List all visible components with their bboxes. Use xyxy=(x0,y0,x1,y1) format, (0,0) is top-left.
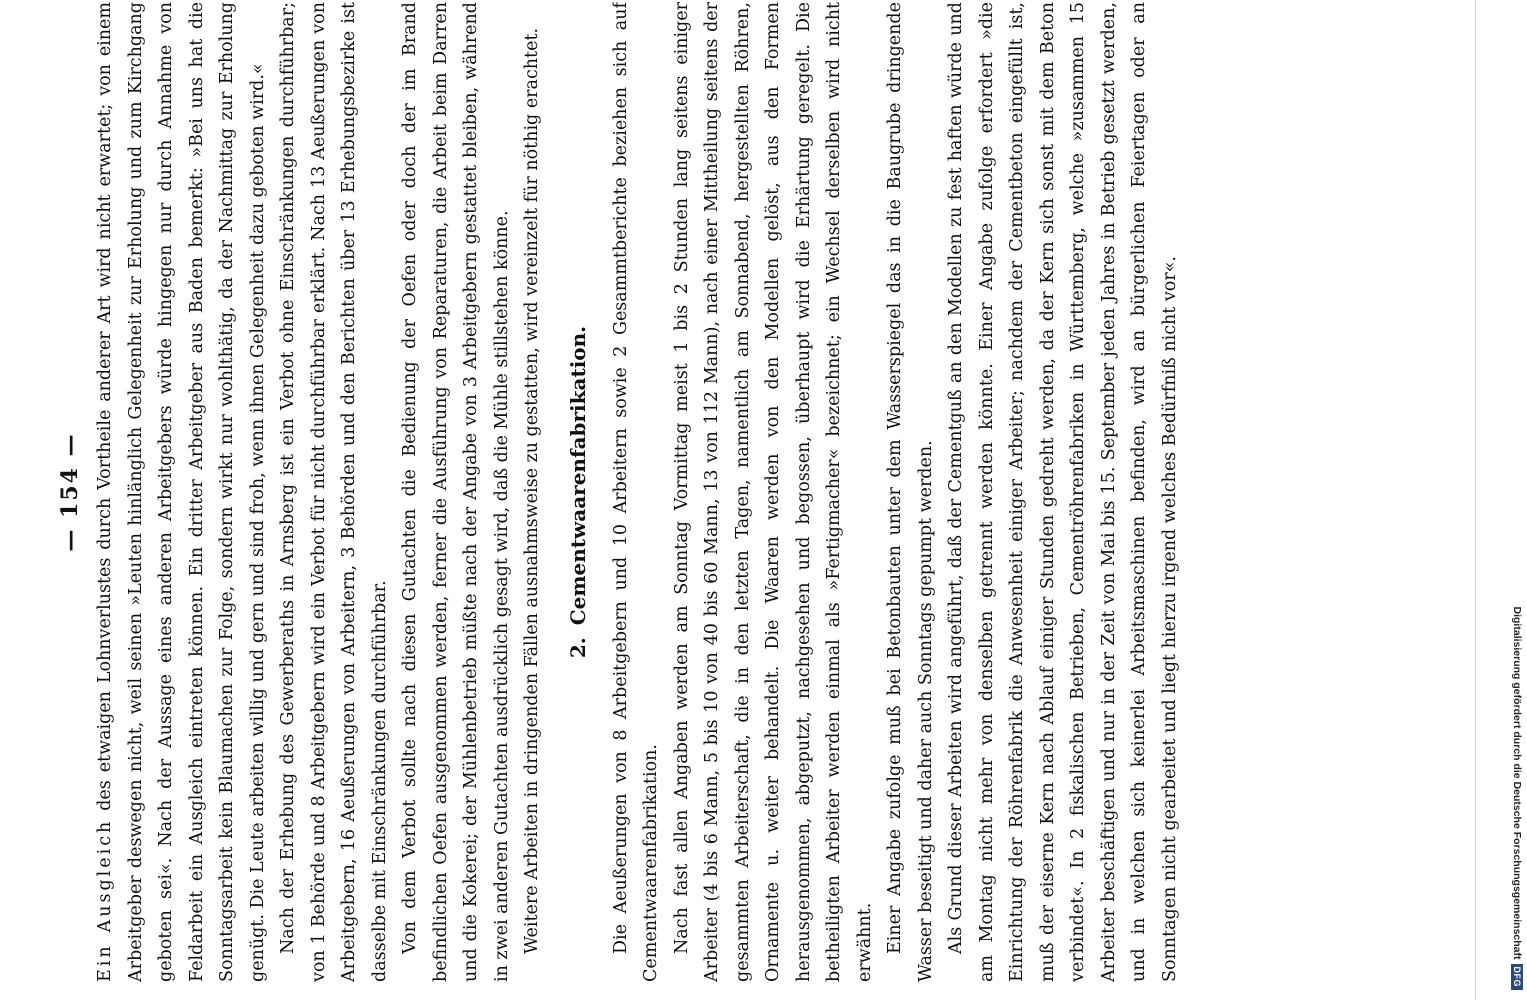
paragraph: Von dem Verbot sollte nach diesen Gutachten die Bedienung der Oefen oder doch der im Brand befindlichen Oefen ausgenommen werden, ferner die Ausführung von Reparaturen, die Arbeit beim Darren und die Kokerei; der Mühlenbetrieb müßte nach der Angabe von 3 Arbeitgebern gestattet bleiben, während in zwei anderen Gutachten ausdrücklich gesagt wird, daß die Mühle stillstehen könne. xyxy=(400,2,512,982)
attribution-inner xyxy=(1508,10,1526,990)
page-content-rotated xyxy=(50,2,1370,982)
section-number: 2. xyxy=(565,637,590,659)
paragraph: Einer Angabe zufolge muß bei Betonbauten unter dem Wasserspiegel das in die Baugrube dringende Wasser beseitigt und daher auch Sonntags gepumpt werden. xyxy=(885,2,936,982)
digitization-attribution xyxy=(1508,10,1526,990)
page-number: — 154 — xyxy=(57,432,83,552)
attribution-text: Digitalisierung gefördert durch die Deutsche Forschungsgemeinschaft xyxy=(1511,606,1523,960)
paragraph: Die Aeußerungen von 8 Arbeitgebern und 10 Arbeitern sowie 2 Gesammtberichte beziehen sich auf Cementwaarenfabrikation. xyxy=(610,2,661,982)
paragraph: Weitere Arbeiten in dringenden Fällen ausnahmsweise zu gestatten, wird vereinzelt für nöthig erachtet. xyxy=(522,27,542,954)
paragraphs-before-section xyxy=(90,2,548,982)
paragraph-lead-spaced: Ein Ausgleich xyxy=(95,818,115,982)
page-edge-divider xyxy=(1475,0,1476,1000)
section-heading xyxy=(560,2,596,982)
paragraph: Als Grund dieser Arbeiten wird angeführt, daß der Cementguß an den Modellen zu fest haften würde und am Montag nicht mehr von denselben getrennt werden könnte. Einer Angabe zufolge erfordert »die Einrichtung der Röhrenfabrik die Anwesenheit einiger Arbeiter; nachdem der Cementbeton eingefüllt ist, muß der eiserne Kern nach Ablauf einiger Stunden gedreht werden, da der Kern sich sonst mit dem Beton verbindet«. In 2 fiskalischen Betrieben, Cementröhrenfabriken in Württemberg, welche »zusammen 15 Arbeiter beschäftigen und nur in der Zeit von Mai bis 15. September jeden Jahres in Betrieb gesetzt werden, und in welchen sich keinerlei Arbeitsmaschinen befinden, wird an bürgerlichen Feiertagen oder an Sonntagen nicht gearbeitet und liegt hierzu irgend welches Bedürfniß nicht vor«. xyxy=(946,2,1180,982)
paragraph xyxy=(90,2,273,982)
section-title: Cementwaarenfabrikation. xyxy=(565,325,590,626)
dfg-logo-icon: DFG xyxy=(1511,964,1523,991)
paragraph: Nach der Erhebung des Gewerberaths in Arnsberg ist ein Verbot ohne Einschränkungen durchführbar; von 1 Behörde und 8 Arbeitgebern wird ein Verbot für nicht durchführbar erklärt. Nach 13 Aeußerungen von Arbeitgebern, 16 Aeußerungen von Arbeitern, 3 Behörden und den Berichten über 13 Erhebungsbezirke ist dasselbe mit Einschränkungen durchführbar. xyxy=(278,2,390,982)
paragraphs-after-section xyxy=(606,2,1186,982)
paragraph-text: des etwaigen Lohnverlustes durch Vortheile anderer Art wird nicht erwartet; von einem Arbeitgeber deswegen nicht, weil seinen »Leuten hinlänglich Gelegenheit zur Erholung und zum Kirchgang geboten sei«. Nach der Aussage eines anderen Arbeitgebers würde hingegen nur durch Annahme von Feldarbeit ein Ausgleich eintreten können. Ein dritter Arbeitgeber aus Baden bemerkt: »Bei uns hat die Sonntagsarbeit kein Blaumachen zur Folge, sondern wirkt nur wohlthätig, da der Nachmittag zur Erholung genügt. Die Leute arbeiten willig und gern und sind froh, wenn ihnen Gelegenheit dazu geboten wird.« xyxy=(95,2,268,982)
paragraph: Nach fast allen Angaben werden am Sonntag Vormittag meist 1 bis 2 Stunden lang seitens einiger Arbeiter (4 bis 6 Mann, 5 bis 10 von 40 bis 60 Mann, 13 von 112 Mann), nach einer Mittheilung seitens der gesammten Arbeiterschaft, die in den letzten Tagen, namentlich am Sonnabend, hergestellten Röhren, Ornamente u. weiter behandelt. Die Waaren werden von den Modellen gelöst, aus den Formen herausgenommen, abgeputzt, nachgesehen und begossen, überhaupt wird die Erhärtung geregelt. Die betheiligten Arbeiter werden einmal als »Fertigmacher« bezeichnet; ein Wechsel derselben wird nicht erwähnt. xyxy=(671,2,875,982)
